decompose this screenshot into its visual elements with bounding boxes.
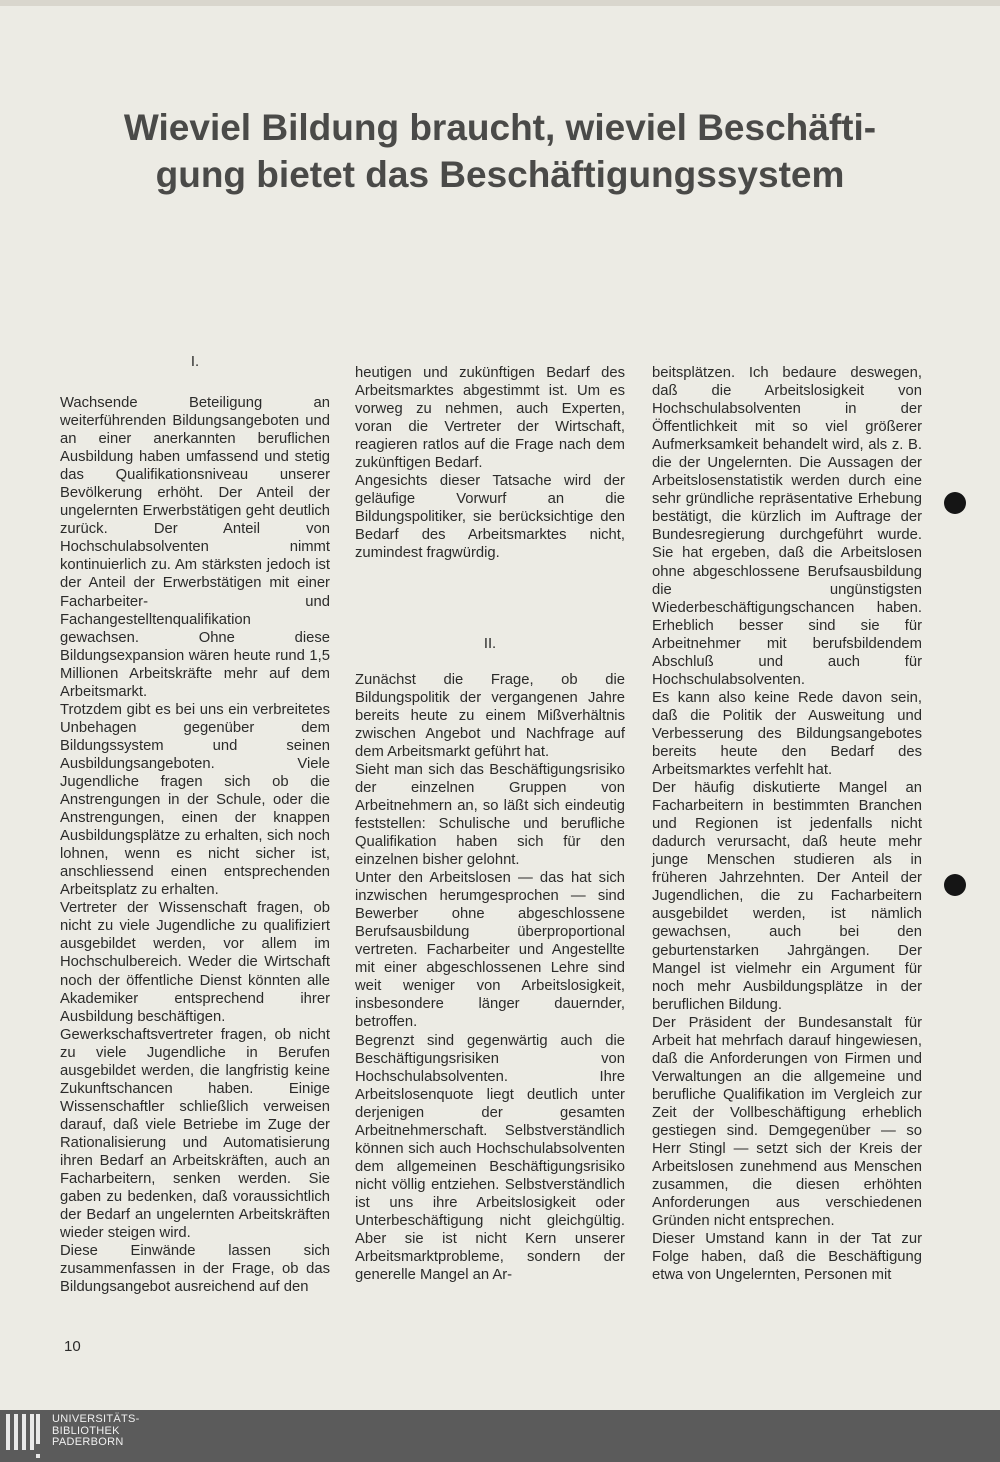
paragraph: Vertreter der Wissenschaft fragen, ob nicht zu viele Jugendliche zu qualifiziert ausgebildet werden, vor allem im Hochschulbereich. Weder die Wirtschaft noch der öffentliche Dienst könnten alle Akademiker entsprechend ihrer Ausbildung beschäftigen.	[60, 900, 330, 1025]
section-number-2: II.	[483, 635, 497, 652]
paragraph: Der Präsident der Bundesanstalt für Arbeit hat mehrfach darauf hingewiesen, daß die Anforderungen von Firmen und Verwaltungen an die allgemeine und berufliche Qualifikation im Vergleich zur Zeit der Vollbeschäftigung erheblich gestiegen sind. Demgegenüber — so Herr Stingl — setzt sich der Kreis der Arbeitslosen zunehmend aus Menschen zusammen, die diesen erhöhten Anforderungen aus verschiedenen Gründen nicht entsprechen.	[652, 1014, 922, 1230]
article-headline	[60, 104, 940, 198]
text-column-2	[355, 364, 625, 1284]
library-name	[52, 1414, 140, 1449]
paragraph: Es kann also keine Rede davon sein, daß die Politik der Ausweitung und Verbesserung des Bildungsangebotes bereits heute den Bedarf des Arbeitsmarktes verfehlt hat.	[652, 689, 922, 779]
paragraph: heutigen und zukünftigen Bedarf des Arbeitsmarktes abgestimmt ist. Um es vorweg zu nehmen, auch Experten, voran die Vertreter der Wirtschaft, reagieren ratlos auf die Frage nach dem zukünftigen Bedarf.	[355, 365, 625, 472]
spacer	[355, 563, 625, 635]
paragraph: Sieht man sich das Beschäftigungsrisiko der einzelnen Gruppen von Arbeitnehmern an, so läßt sich eindeutig feststellen: Schulische und berufliche Qualifikation haben sich für den einzelnen bisher gelohnt.	[355, 761, 625, 869]
paragraph: Gewerkschaftsvertreter fragen, ob nicht zu viele Jugendliche in Berufen ausgebildet werden, die langfristig keine Zukunftschancen haben. Einige Wissenschaftler schließlich verweisen darauf, daß viele Betriebe im Zuge der Rationalisierung und Automatisierung ihren Bedarf an Arbeitskräften, auch an Facharbeitern, senken werden. Sie gaben zu bedenken, daß voraussichtlich der Bedarf an ungelernten Arbeitskräften wieder steigen wird.	[60, 1026, 330, 1242]
paragraph: beitsplätzen. Ich bedaure deswegen, daß die Arbeitslosigkeit von Hochschulabsolventen in der Öffentlichkeit mit so viel größerer Aufmerksamkeit behandelt wird, als z. B. die der Ungelernten. Die Aussagen der Arbeitslosenstatistik werden durch eine sehr gründliche repräsentative Erhebung bestätigt, die kürzlich im Auftrage der Bundesregierung durchgeführt wurde. Sie hat ergeben, daß die Arbeitslosen ohne abgeschlossene Berufsausbildung die ungünstigsten Wiederbeschäftigungschancen haben. Erheblich besser sind sie für Arbeitnehmer mit berufsbildendem Abschluß und auch für Hochschulabsolventen.	[652, 365, 922, 688]
text-column-3	[652, 364, 922, 1284]
paragraph: Trotzdem gibt es bei uns ein verbreitetes Unbehagen gegenüber dem Bildungssystem und seinen Ausbildungsangeboten. Viele Jugendliche fragen sich ob die Anstrengungen in der Schule, oder die Anstrengungen, einen der knappen Ausbildungsplätze zu erhalten, sich noch lohnen, wenn es nicht sicher ist, anschliessend einen entsprechenden Arbeitsplatz zu erhalten.	[60, 701, 330, 899]
library-name-line: BIBLIOTHEK	[52, 1424, 120, 1437]
paragraph: Zunächst die Frage, ob die Bildungspolitik der vergangenen Jahre bereits heute zu einem Mißverhältnis zwischen Angebot und Nachfrage auf dem Arbeitsmarkt geführt hat.	[355, 671, 625, 760]
paragraph: Unter den Arbeitslosen — das hat sich inzwischen herumgesprochen — sind Bewerber ohne abgeschlossene Berufsausbildung überproportional vertreten. Facharbeiter und Angestellte mit einer abgeschlossenen Lehre sind weit weniger von Arbeitslosigkeit, insbesondere länger dauernder, betroffen.	[355, 870, 625, 1031]
library-logo-icon	[6, 1414, 44, 1458]
paragraph: Begrenzt sind gegenwärtig auch die Beschäftigungsrisiken von Hochschulabsolventen. Ihre Arbeitslosenquote liegt deutlich unter derjenigen der gesamten Arbeitnehmerschaft. Selbstverständlich können sich auch Hochschulabsolventen dem allgemeinen Beschäftigungsrisiko nicht völlig entziehen. Selbstverständlich ist uns ihre Arbeitslosigkeit oder Unterbeschäftigung nicht gleichgültig. Aber sie ist nicht Kern unserer Arbeitsmarktprobleme, sondern der generelle Mangel an Ar-	[355, 1032, 625, 1284]
punch-hole-icon	[944, 492, 966, 514]
library-footer-bar	[0, 1410, 1000, 1462]
document-page	[0, 6, 1000, 1410]
paragraph: Wachsende Beteiligung an weiterführenden Bildungsangeboten und an einer anerkannten beruflichen Ausbildung haben umfassend und stetig das Qualifikationsniveau unserer Bevölkerung erhöht. Der Anteil der ungelernten Erwerbstätigen geht deutlich zurück. Der Anteil von Hochschulabsolventen nimmt kontinuierlich zu. Am stärksten jedoch ist der Anteil der Erwerbstätigen mit einer Facharbeiter- und Fachangestelltenqualifikation gewachsen. Ohne diese Bildungsexpansion wären heute rund 1,5 Millionen Arbeitskräfte mehr auf dem Arbeitsmarkt.	[60, 395, 330, 700]
page-number: 10	[64, 1338, 81, 1355]
headline-line-1: Wieviel Bildung braucht, wieviel Beschäfti-	[123, 107, 877, 148]
library-name-line: UNIVERSITÄTS-	[52, 1413, 140, 1425]
paragraph: Angesichts dieser Tatsache wird der geläufige Vorwurf an die Bildungspolitiker, sie berücksichtige den Bedarf des Arbeitsmarktes nicht, zumindest fragwürdig.	[355, 473, 625, 562]
headline-line-2: gung bietet das Beschäftigungssystem	[155, 154, 845, 195]
text-column-1	[60, 394, 330, 1296]
library-name-line: PADERBORN	[52, 1436, 124, 1448]
punch-hole-icon	[944, 874, 966, 896]
paragraph: Dieser Umstand kann in der Tat zur Folge haben, daß die Beschäftigung etwa von Ungelernten, Personen mit	[652, 1231, 922, 1284]
paragraph: Der häufig diskutierte Mangel an Facharbeitern in bestimmten Branchen und Regionen ist jedenfalls nicht dadurch verursacht, daß heute mehr junge Menschen studieren als in früheren Jahrzehnten. Der Anteil der Jugendlichen, die zu Facharbeitern ausgebildet werden, ist nämlich gewachsen, auch bei den geburtenstarken Jahrgängen. Der Mangel ist vielmehr ein Argument für noch mehr Ausbildungsplätze in der beruflichen Bildung.	[652, 780, 922, 1013]
paragraph: Diese Einwände lassen sich zusammenfassen in der Frage, ob das Bildungsangebot ausreichend auf den	[60, 1243, 330, 1296]
spacer	[355, 653, 625, 671]
section-number-1: I.	[190, 354, 200, 370]
